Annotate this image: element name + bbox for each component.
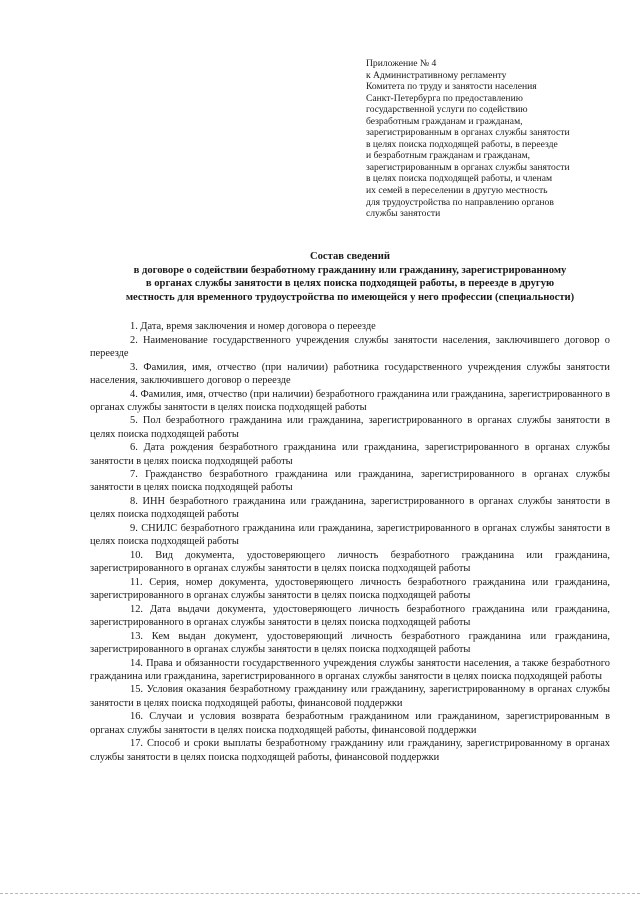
- list-item: 3. Фамилия, имя, отчество (при наличии) работника государственного учреждения службы занятости населения, заключившего договор о переезде: [90, 361, 610, 386]
- list-item: 11. Серия, номер документа, удостоверяющего личность безработного гражданина или гражданина, зарегистрированного в органах службы занятости в целях поиска подходящей работы: [90, 576, 610, 602]
- title-line: в договоре о содействии безработному гражданину или гражданину, зарегистрированному: [133, 264, 567, 276]
- list-item: 13. Кем выдан документ, удостоверяющий личность безработного гражданина или гражданина, зарегистрированного в органах службы занятости в целях поиска подходящей работы: [90, 630, 610, 655]
- appendix-line: Санкт-Петербурга по предоставлению: [366, 92, 523, 104]
- list-item: 2. Наименование государственного учреждения службы занятости населения, заключившего договор о переезде: [90, 334, 610, 359]
- appendix-line: и безработным гражданам и гражданам,: [366, 150, 531, 162]
- list-item: 10. Вид документа, удостоверяющего личность безработного гражданина или гражданина, зарегистрированного в органах службы занятости в целях поиска подходящей работы: [90, 549, 610, 575]
- title-line: местность для временного трудоустройства по имеющейся у него профессии (специальности): [125, 291, 575, 303]
- list-item: 8. ИНН безработного гражданина или гражданина, зарегистрированного в органах службы занятости в целях поиска подходящей работы: [90, 496, 610, 521]
- list-item: 17. Способ и сроки выплаты безработному гражданину или гражданину, зарегистрированному в органах службы занятости в целях поиска подходящей работы, финансовой поддержки: [90, 738, 610, 763]
- appendix-line: зарегистрированным в органах службы занятости: [366, 161, 570, 173]
- appendix-line: Комитета по труду и занятости населения: [366, 81, 537, 93]
- appendix-line: государственной услуги по содействию: [366, 104, 528, 116]
- appendix-line: для трудоустройства по направлению органов: [366, 196, 554, 208]
- appendix-line: службы занятости: [366, 208, 441, 220]
- document-title: [90, 250, 610, 304]
- list-item: 1. Дата, время заключения и номер договора о переезде: [130, 321, 376, 332]
- list-item: 15. Условия оказания безработному гражданину или гражданину, зарегистрированному в органах службы занятости в целях поиска подходящей работы, финансовой поддержки: [90, 684, 610, 709]
- list-item: 14. Права и обязанности государственного учреждения службы занятости населения, а также безработного гражданина или гражданина, зарегистрированного в органах службы занятости в целях поиска подходящей работы: [90, 657, 610, 682]
- list-item: 6. Дата рождения безработного гражданина или гражданина, зарегистрированного в органах службы занятости в целях поиска подходящей работы: [90, 442, 610, 467]
- title-line: в органах службы занятости в целях поиска подходящей работы, в переезде в другую: [145, 278, 555, 290]
- appendix-line: в целях поиска подходящей работы, и членам: [366, 173, 553, 185]
- items-list: [90, 320, 610, 764]
- scan-edge-divider: [0, 893, 640, 895]
- list-item: 16. Случаи и условия возврата безработным гражданином или гражданином, зарегистрированным в органах службы занятости в целях поиска подходящей работы, финансовой поддержки: [90, 711, 610, 736]
- appendix-line: их семей в переселении в другую местность: [366, 185, 548, 197]
- list-item: 12. Дата выдачи документа, удостоверяющего личность безработного гражданина или гражданина, зарегистрированного в органах службы занятости в целях поиска подходящей работы: [90, 603, 610, 628]
- list-item: 9. СНИЛС безработного гражданина или гражданина, зарегистрированного в органах службы занятости в целях поиска подходящей работы: [90, 523, 610, 548]
- list-item: 4. Фамилия, имя, отчество (при наличии) безработного гражданина или гражданина, зарегистрированного в органах службы занятости в целях поиска подходящей работы: [90, 388, 610, 413]
- appendix-header: [366, 58, 616, 220]
- appendix-line: в целях поиска подходящей работы, в переезде: [366, 138, 558, 150]
- appendix-line: Приложение № 4: [366, 58, 437, 69]
- list-item: 5. Пол безработного гражданина или гражданина, зарегистрированного в органах службы занятости в целях поиска подходящей работы: [90, 415, 610, 440]
- appendix-line: к Административному регламенту: [366, 69, 507, 81]
- title-line: Состав сведений: [309, 251, 390, 262]
- list-item: 7. Гражданство безработного гражданина или гражданина, зарегистрированного в органах службы занятости в целях поиска подходящей работы: [90, 469, 610, 494]
- appendix-line: безработным гражданам и гражданам,: [366, 115, 523, 127]
- appendix-line: зарегистрированным в органах службы занятости: [366, 127, 570, 139]
